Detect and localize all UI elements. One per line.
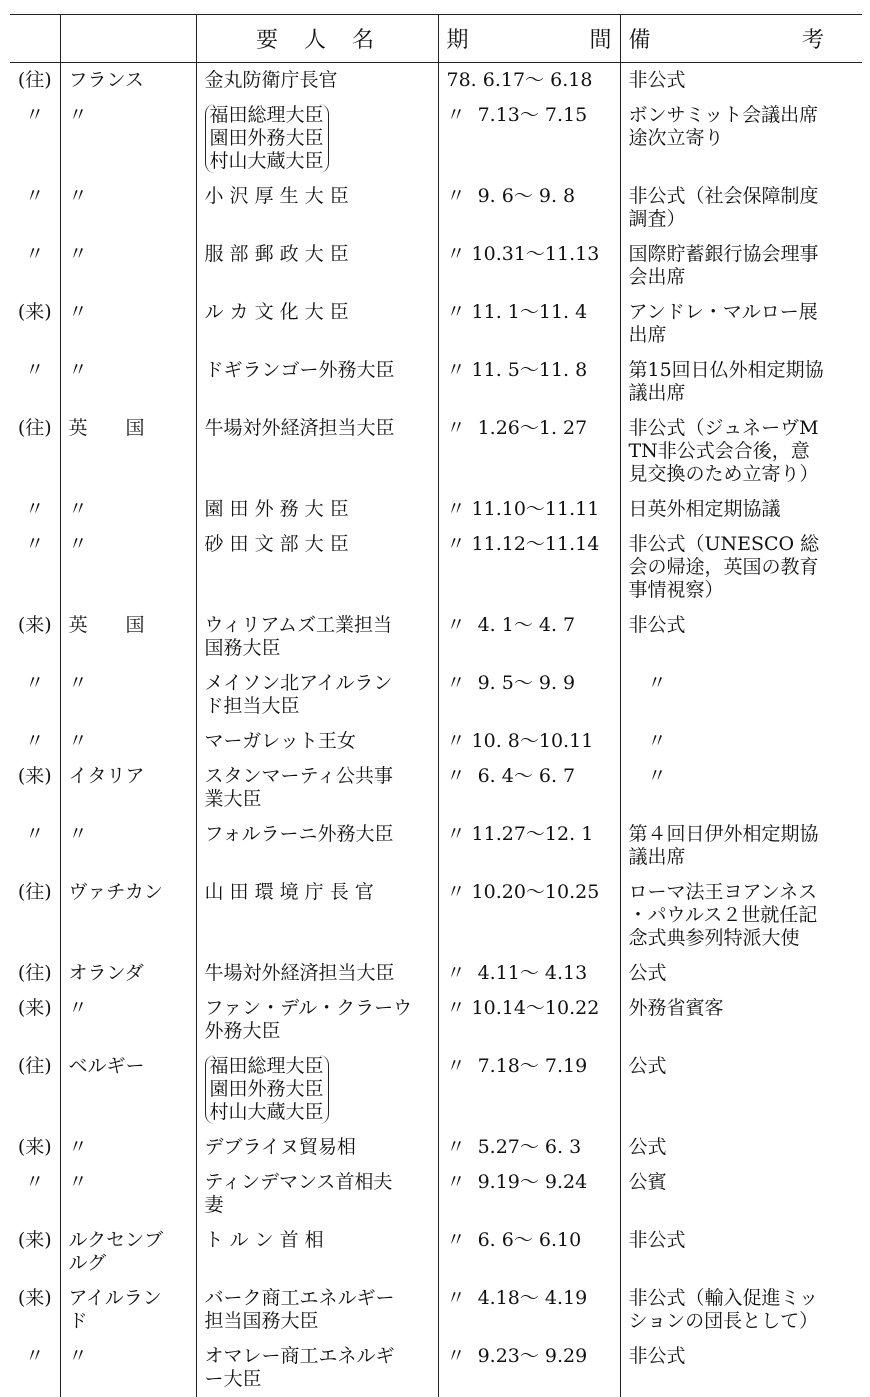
country-cell: 〃 xyxy=(60,817,196,875)
period-cell: 〃 11. 1～11. 4 xyxy=(438,295,620,353)
visit-direction-cell: 〃 xyxy=(10,724,60,759)
visit-direction-cell: (来) xyxy=(10,759,60,817)
table-row xyxy=(10,817,862,875)
person-cell: バーク商工エネルギー 担当国務大臣 xyxy=(196,1281,438,1339)
note-cell: ローマ法王ヨアンネス ・パウルス２世就任記 念式典参列特派大使 xyxy=(620,875,862,956)
country-cell: イタリア xyxy=(60,759,196,817)
visit-direction-cell: (来) xyxy=(10,991,60,1049)
person-cell: フォルラーニ外務大臣 xyxy=(196,817,438,875)
table-row xyxy=(10,1049,862,1130)
country-cell: 〃 xyxy=(60,1165,196,1223)
person-cell: メイソン北アイルラン ド担当大臣 xyxy=(196,666,438,724)
period-cell: 〃 11. 5～11. 8 xyxy=(438,353,620,411)
note-cell: 非公式 xyxy=(620,608,862,666)
note-cell: 公式 xyxy=(620,1049,862,1130)
person-cell: ウィリアムズ工業担当 国務大臣 xyxy=(196,608,438,666)
visit-direction-cell: 〃 xyxy=(10,1165,60,1223)
visit-direction-cell: 〃 xyxy=(10,237,60,295)
note-cell: 外務省賓客 xyxy=(620,991,862,1049)
country-cell: 〃 xyxy=(60,353,196,411)
country-cell: 〃 xyxy=(60,295,196,353)
period-cell: 〃 9.23～ 9.29 xyxy=(438,1339,620,1397)
country-cell: ヴァチカン xyxy=(60,875,196,956)
person-cell: 牛場対外経済担当大臣 xyxy=(196,411,438,492)
table-row xyxy=(10,295,862,353)
visit-direction-cell: (往) xyxy=(10,411,60,492)
header-notes xyxy=(620,15,862,63)
visits-table xyxy=(10,14,862,1397)
note-cell: 〃 xyxy=(620,666,862,724)
header-period xyxy=(438,15,620,63)
table-row xyxy=(10,666,862,724)
period-cell: 〃 4.11～ 4.13 xyxy=(438,956,620,991)
country-cell: 〃 xyxy=(60,179,196,237)
period-cell: 〃 7.18～ 7.19 xyxy=(438,1049,620,1130)
header-kind xyxy=(10,15,60,63)
country-cell: 英 国 xyxy=(60,608,196,666)
table-row xyxy=(10,991,862,1049)
table-row xyxy=(10,724,862,759)
person-cell: 砂 田 文 部 大 臣 xyxy=(196,527,438,608)
visit-direction-cell: 〃 xyxy=(10,353,60,411)
visit-direction-cell: (来) xyxy=(10,295,60,353)
table-row xyxy=(10,1165,862,1223)
table-row xyxy=(10,492,862,527)
visit-direction-cell: 〃 xyxy=(10,1339,60,1397)
table-row xyxy=(10,1223,862,1281)
period-cell: 〃 9. 6～ 9. 8 xyxy=(438,179,620,237)
bracketed-person-list: 福田総理大臣 園田外務大臣 村山大蔵大臣 xyxy=(205,1055,329,1124)
visit-direction-cell: (往) xyxy=(10,956,60,991)
bracketed-person-list: 福田総理大臣 園田外務大臣 村山大蔵大臣 xyxy=(205,104,329,173)
country-cell: 〃 xyxy=(60,98,196,179)
country-cell: ルクセンブ ルグ xyxy=(60,1223,196,1281)
note-cell: ボンサミット会議出席 途次立寄り xyxy=(620,98,862,179)
header-persons: 要人名 xyxy=(196,15,438,63)
country-cell: アイルラン ド xyxy=(60,1281,196,1339)
person-cell: オマレー商工エネルギ ー大臣 xyxy=(196,1339,438,1397)
person-cell: ファン・デル・クラーウ 外務大臣 xyxy=(196,991,438,1049)
note-cell: アンドレ・マルロー展 出席 xyxy=(620,295,862,353)
period-cell: 〃 10.31～11.13 xyxy=(438,237,620,295)
table-row xyxy=(10,179,862,237)
table-row xyxy=(10,608,862,666)
header-period-left: 期 xyxy=(447,23,469,54)
table-row xyxy=(10,98,862,179)
person-cell: ル カ 文 化 大 臣 xyxy=(196,295,438,353)
visit-direction-cell: 〃 xyxy=(10,666,60,724)
visit-direction-cell: (往) xyxy=(10,875,60,956)
note-cell: 第15回日仏外相定期協 議出席 xyxy=(620,353,862,411)
table-row xyxy=(10,759,862,817)
table-row xyxy=(10,63,862,99)
visit-direction-cell: (往) xyxy=(10,63,60,99)
period-cell: 〃 4. 1～ 4. 7 xyxy=(438,608,620,666)
visit-direction-cell: 〃 xyxy=(10,98,60,179)
visit-direction-cell: 〃 xyxy=(10,179,60,237)
note-cell: 非公式（UNESCO 総 会の帰途，英国の教育 事情視察） xyxy=(620,527,862,608)
period-cell: 〃 1.26～1. 27 xyxy=(438,411,620,492)
note-cell: 非公式（社会保障制度 調査） xyxy=(620,179,862,237)
person-cell: デブライヌ貿易相 xyxy=(196,1130,438,1165)
person-cell: 山 田 環 境 庁 長 官 xyxy=(196,875,438,956)
country-cell: 英 国 xyxy=(60,411,196,492)
person-cell: ト ル ン 首 相 xyxy=(196,1223,438,1281)
note-cell: 公式 xyxy=(620,1130,862,1165)
country-cell: 〃 xyxy=(60,1130,196,1165)
note-cell: 国際貯蓄銀行協会理事 会出席 xyxy=(620,237,862,295)
country-cell: オランダ xyxy=(60,956,196,991)
person-cell: 金丸防衛庁長官 xyxy=(196,63,438,99)
visit-direction-cell: (来) xyxy=(10,1130,60,1165)
table-row xyxy=(10,411,862,492)
period-cell: 〃 9.19～ 9.24 xyxy=(438,1165,620,1223)
country-cell: 〃 xyxy=(60,527,196,608)
note-cell: 非公式 xyxy=(620,63,862,99)
period-cell: 〃 4.18～ 4.19 xyxy=(438,1281,620,1339)
header-period-right: 間 xyxy=(589,23,611,54)
period-cell: 〃 11.12～11.14 xyxy=(438,527,620,608)
person-cell: 牛場対外経済担当大臣 xyxy=(196,956,438,991)
person-cell: マーガレット王女 xyxy=(196,724,438,759)
note-cell: 非公式（輸入促進ミッ ションの団長として） xyxy=(620,1281,862,1339)
period-cell: 〃 5.27～ 6. 3 xyxy=(438,1130,620,1165)
header-notes-left: 備 xyxy=(629,28,651,53)
period-cell: 〃 11.10～11.11 xyxy=(438,492,620,527)
note-cell: 日英外相定期協議 xyxy=(620,492,862,527)
table-row xyxy=(10,956,862,991)
person-cell: ティンデマンス首相夫 妻 xyxy=(196,1165,438,1223)
note-cell: 公式 xyxy=(620,956,862,991)
table-row xyxy=(10,353,862,411)
note-cell: 〃 xyxy=(620,759,862,817)
period-cell: 〃 10.14～10.22 xyxy=(438,991,620,1049)
period-cell: 〃 7.13～ 7.15 xyxy=(438,98,620,179)
visit-direction-cell: 〃 xyxy=(10,817,60,875)
country-cell: 〃 xyxy=(60,237,196,295)
period-cell: 〃 9. 5～ 9. 9 xyxy=(438,666,620,724)
visit-direction-cell: (来) xyxy=(10,1223,60,1281)
period-cell: 〃 6. 6～ 6.10 xyxy=(438,1223,620,1281)
visit-direction-cell: 〃 xyxy=(10,527,60,608)
note-cell: 公賓 xyxy=(620,1165,862,1223)
table-row xyxy=(10,237,862,295)
header-notes-right: 考 xyxy=(802,23,824,54)
person-cell: 服 部 郵 政 大 臣 xyxy=(196,237,438,295)
country-cell: ベルギー xyxy=(60,1049,196,1130)
country-cell: 〃 xyxy=(60,724,196,759)
table-row xyxy=(10,1130,862,1165)
period-cell: 78. 6.17～ 6.18 xyxy=(438,63,620,99)
country-cell: フランス xyxy=(60,63,196,99)
period-cell: 〃 6. 4～ 6. 7 xyxy=(438,759,620,817)
note-cell: 非公式 xyxy=(620,1339,862,1397)
note-cell: 非公式（ジュネーヴM TN非公式会合後，意 見交換のため立寄り） xyxy=(620,411,862,492)
period-cell: 〃 10.20～10.25 xyxy=(438,875,620,956)
note-cell: 非公式 xyxy=(620,1223,862,1281)
table-row xyxy=(10,1281,862,1339)
visit-direction-cell: (来) xyxy=(10,1281,60,1339)
visit-direction-cell: (来) xyxy=(10,608,60,666)
table-row xyxy=(10,875,862,956)
header-country xyxy=(60,15,196,63)
country-cell: 〃 xyxy=(60,492,196,527)
country-cell: 〃 xyxy=(60,1339,196,1397)
note-cell: 〃 xyxy=(620,724,862,759)
country-cell: 〃 xyxy=(60,666,196,724)
table-row xyxy=(10,527,862,608)
period-cell: 〃 10. 8～10.11 xyxy=(438,724,620,759)
person-cell xyxy=(196,98,438,179)
person-cell: ドギランゴー外務大臣 xyxy=(196,353,438,411)
period-cell: 〃 11.27～12. 1 xyxy=(438,817,620,875)
table-row xyxy=(10,1339,862,1397)
country-cell: 〃 xyxy=(60,991,196,1049)
table-body xyxy=(10,63,862,1397)
note-cell: 第４回日伊外相定期協 議出席 xyxy=(620,817,862,875)
person-cell: 園 田 外 務 大 臣 xyxy=(196,492,438,527)
visit-direction-cell: 〃 xyxy=(10,492,60,527)
person-cell xyxy=(196,1049,438,1130)
person-cell: スタンマーティ公共事 業大臣 xyxy=(196,759,438,817)
visit-direction-cell: (往) xyxy=(10,1049,60,1130)
person-cell: 小 沢 厚 生 大 臣 xyxy=(196,179,438,237)
table-header xyxy=(10,15,862,63)
